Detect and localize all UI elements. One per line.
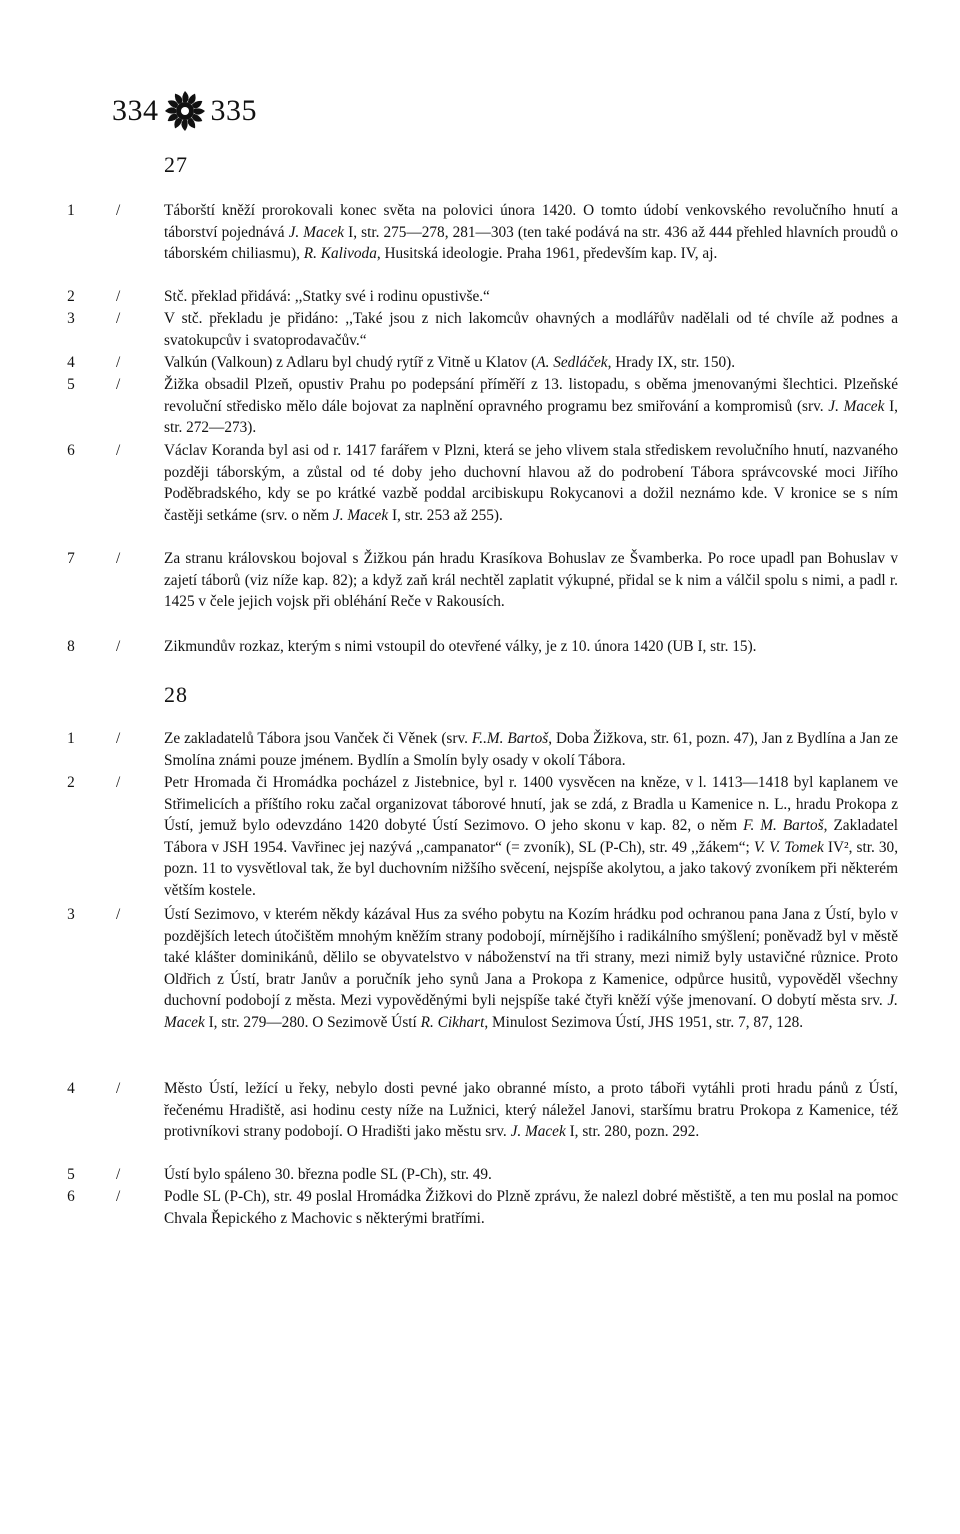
footnote-text: Žižka obsadil Plzeň, opustiv Prahu po podepsání příměří z 13. listopadu, s oběma jmenovanými šlechtici. Plzeňské revoluční středisko mělo dále bojovat za naplnění opravného programu bez smiřování a kompromisů (srv. J. Macek I, str. 272—273). <box>164 376 898 437</box>
footnote-separator: / <box>116 1166 121 1183</box>
footnote-number: 5 <box>67 376 75 393</box>
page-header <box>112 86 257 136</box>
footnote-text: Město Ústí, ležící u řeky, nebylo dosti pevné jako obranné místo, a proto táboři vytáhli proti hradu pánů z Ústí, řečenému Hradiště, asi hodinu cesty níže na Lužnici, který náležel Janovi, staršímu bratru Prokopa z Kamenice, též protivníkovi strany podobojí. O Hradišti jako městu srv. J. Macek I, str. 280, pozn. 292. <box>164 1080 898 1141</box>
section-number: 28 <box>164 682 188 707</box>
section-number: 27 <box>164 152 188 177</box>
page-number-left: 334 <box>112 94 159 127</box>
footnote-number: 4 <box>67 354 75 371</box>
footnote-text: Zikmundův rozkaz, kterým s nimi vstoupil do otevřené války, je z 10. února 1420 (UB I, str. 15). <box>164 638 757 655</box>
footnote-number: 3 <box>67 906 75 923</box>
footnote-text: Za stranu královskou bojoval s Žižkou pán hradu Krasíkova Bohuslav ze Švamberka. Po roce upadl pan Bohuslav v zajetí táborů (viz níže kap. 82); a když zaň král nechtěl zaplatit výkupné, přidal se k nim a válčil spolu s nimi, a padl r. 1425 v čele jejich vojsk při obléhání Reče v Rakousích. <box>164 550 898 611</box>
footnote-text: Ústí Sezimovo, v kterém někdy kázával Hus za svého pobytu na Kozím hrádku pod ochranou pana Jana z Ústí, bylo v pozdějších letech útočištěm mnohým kněžím strany podobojí, mírnějšího i radikálního smýšlení; poněvadž byl v městě také klášter dominikánů, dělilo se obyvatelstvo v náboženství na tři strany, mezi nimiž byly ustavičné různice. Proto Oldřich z Ústí, bratr Janův a poručník jeho synů Jana a Prokopa z Kamenice, odpůrce husitů, vypověděl všechny duchovní podobojí z města. Mezi vypověděnými byli nejspíše také čtyři kněží výše jmenovaní. O dobytí města srv. J. Macek I, str. 279—280. O Sezimově Ústí R. Cikhart, Minulost Sezimova Ústí, JHS 1951, str. 7, 87, 128. <box>164 906 898 1031</box>
footnote-separator: / <box>116 442 121 459</box>
footnote-text: Petr Hromada či Hromádka pocházel z Jistebnice, byl r. 1400 vysvěcen na kněze, v l. 1413—1418 byl kaplanem ve Střimelicích a příštího roku začal organizovat táborové hnutí, jak se zdá, z Bradla u Kamenice n. L., hradu Prokopa z Ústí, jemuž bylo odevzdáno 1420 dobyté Ústí Sezimovo. O jeho skonu v kap. 82, o něm F. M. Bartoš, Zakladatel Tábora v JSH 1954. Vavřinec jej nazývá ,,campanator“ (= zvoník), SL (P-Ch), str. 49 ,,žákem“; V. V. Tomek IV², str. 30, pozn. 11 to vysvětloval tak, že byl duchovním nižšího svěcení, nejspíše akolytou, a jako takový zvoníkem při některém větším kostele. <box>164 774 899 899</box>
footnote-number: 1 <box>67 202 75 219</box>
footnote-text: Podle SL (P-Ch), str. 49 poslal Hromádka Žižkovi do Plzně zprávu, že nalezl dobré městiště, a ten mu poslal na pomoc Chvala Řepického z Machovic s některými bratřími. <box>164 1188 898 1227</box>
footnote-text: V stč. překladu je přidáno: ,,Také jsou z nich lakomcův ohavných a modlářův nadělali od té chvíle až podnes a svatokupcův i svatoprodavačův.“ <box>164 310 898 349</box>
footnote-separator: / <box>116 354 121 371</box>
footnote-number: 4 <box>67 1080 75 1097</box>
footnote-text: Václav Koranda byl asi od r. 1417 farářem v Plzni, která se jeho vlivem stala střediskem revolučního hnutí, nazvaného později táborským, a zůstal od té doby jeho duchovní hlavou až do podrobení Tábora správcovské moci Jiřího Poděbradského, kdy se po krátké vazbě poddal arcibiskupu Rokycanovi a dožil neznámo kde. V kronice se s ním častěji setkáme (srv. o něm J. Macek I, str. 253 až 255). <box>164 442 898 524</box>
footnote-separator: / <box>116 1080 121 1097</box>
footnote-number: 6 <box>67 442 75 459</box>
footnote-separator: / <box>116 376 121 393</box>
footnote-number: 8 <box>67 638 75 655</box>
footnote-number: 2 <box>67 288 75 305</box>
footnote-number: 3 <box>67 310 75 327</box>
footnote-number: 7 <box>67 550 75 567</box>
footnote-text: Stč. překlad přidává: ,,Statky své i rodinu opustivše.“ <box>164 288 490 305</box>
footnote-text: Táborští kněží prorokovali konec světa na polovici února 1420. O tomto údobí venkovského revolučního hnutí a táborství pojednává J. Macek I, str. 275—278, 281—303 (ten také podává na str. 436 až 444 přehled hlavních proudů o táborském chiliasmu), R. Kalivoda, Husitská ideologie. Praha 1961, především kap. IV, aj. <box>164 202 898 263</box>
sun-swirl-ornament-icon <box>163 89 207 133</box>
footnote-number: 1 <box>67 730 75 747</box>
footnote-separator: / <box>116 202 121 219</box>
footnote-separator: / <box>116 906 121 923</box>
footnote-number: 5 <box>67 1166 75 1183</box>
footnote-text: Ústí bylo spáleno 30. března podle SL (P-Ch), str. 49. <box>164 1166 492 1183</box>
page-number-right: 335 <box>210 94 257 127</box>
footnote-separator: / <box>116 1188 121 1205</box>
footnote-number: 2 <box>67 774 75 791</box>
footnote-separator: / <box>116 550 121 567</box>
footnote-separator: / <box>116 638 121 655</box>
footnote-number: 6 <box>67 1188 75 1205</box>
footnote-text: Valkún (Valkoun) z Adlaru byl chudý rytíř z Vitně u Klatov (A. Sedláček, Hrady IX, str. 150). <box>164 354 736 371</box>
footnote-text: Ze zakladatelů Tábora jsou Vanček či Věnek (srv. F..M. Bartoš, Doba Žižkova, str. 61, pozn. 47), Jan z Bydlína a Jan ze Smolína známi pouze jménem. Bydlín a Smolín byly osady v okolí Tábora. <box>164 730 898 769</box>
footnote-separator: / <box>116 310 121 327</box>
footnote-separator: / <box>116 774 121 791</box>
footnote-separator: / <box>116 730 121 747</box>
footnote-separator: / <box>116 288 121 305</box>
